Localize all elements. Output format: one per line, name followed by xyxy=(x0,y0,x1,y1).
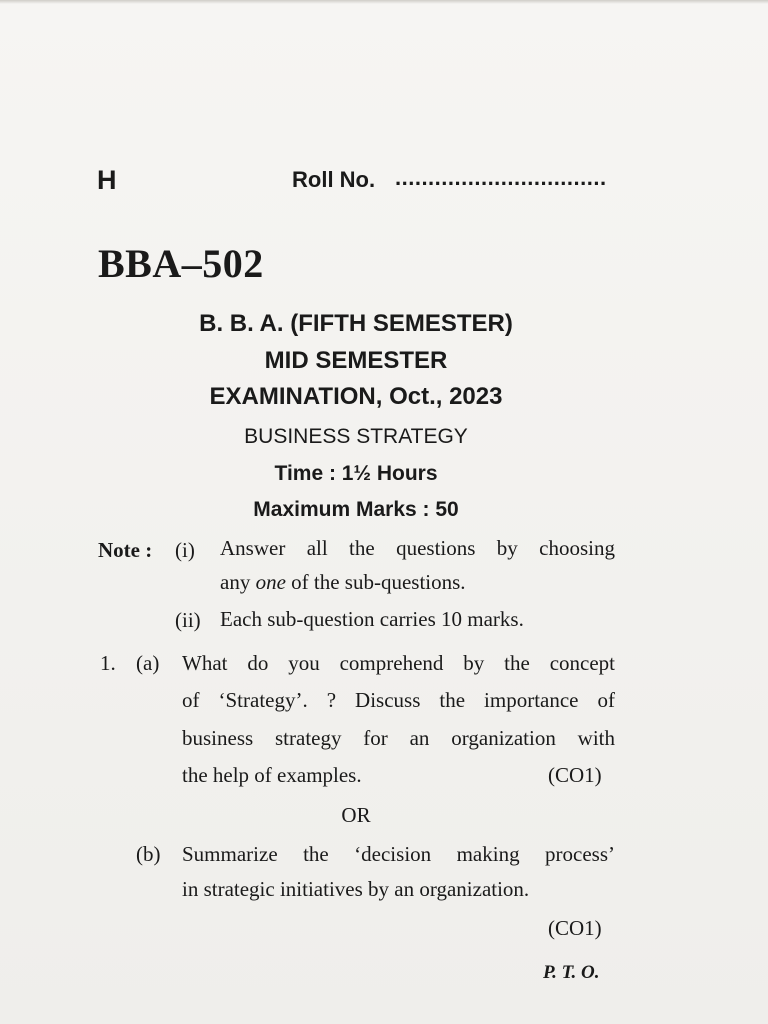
question-text-line: What do you comprehend by the concept xyxy=(182,651,615,675)
exam-duration: Time : 1½ Hours xyxy=(274,462,438,485)
question-text-line: the help of examples. xyxy=(182,763,362,787)
note-label: Note : xyxy=(98,538,153,562)
subject-title: BUSINESS STRATEGY xyxy=(244,425,468,448)
maximum-marks: Maximum Marks : 50 xyxy=(253,498,459,521)
paper-set-letter: H xyxy=(97,165,117,195)
note-item-continuation xyxy=(220,570,466,595)
course-outcome-tag: (CO1) xyxy=(548,763,602,787)
or-separator: OR xyxy=(341,803,371,827)
question-text-line: Summarize the ‘decision making process’ xyxy=(182,842,615,866)
course-outcome-tag: (CO1) xyxy=(548,916,602,940)
question-text-line: business strategy for an organization with xyxy=(182,726,615,750)
exam-date: EXAMINATION, Oct., 2023 xyxy=(209,383,503,410)
note-text-part: any xyxy=(220,570,256,594)
question-text-line: in strategic initiatives by an organization. xyxy=(182,877,530,901)
note-text-part: of the sub-questions. xyxy=(285,570,466,594)
roll-number-label: Roll No. xyxy=(292,167,376,192)
scan-top-edge xyxy=(0,0,768,4)
please-turn-over: P. T. O. xyxy=(543,962,600,983)
note-item-number: (i) xyxy=(175,538,195,562)
programme-title: B. B. A. (FIFTH SEMESTER) xyxy=(199,310,513,337)
question-text-line: of ‘Strategy’. ? Discuss the importance of xyxy=(182,688,615,712)
note-item-text: Answer all the questions by choosing xyxy=(220,536,615,560)
exam-type: MID SEMESTER xyxy=(264,347,448,374)
note-item-number: (ii) xyxy=(175,608,201,632)
sub-question-label: (b) xyxy=(136,842,161,866)
roll-number-blank: ................................ xyxy=(395,165,607,190)
question-number: 1. xyxy=(100,651,116,675)
note-item-text: Each sub-question carries 10 marks. xyxy=(220,607,524,631)
sub-question-label: (a) xyxy=(136,651,160,675)
paper-code: BBA–502 xyxy=(98,241,264,286)
note-emphasis: one xyxy=(255,570,286,594)
